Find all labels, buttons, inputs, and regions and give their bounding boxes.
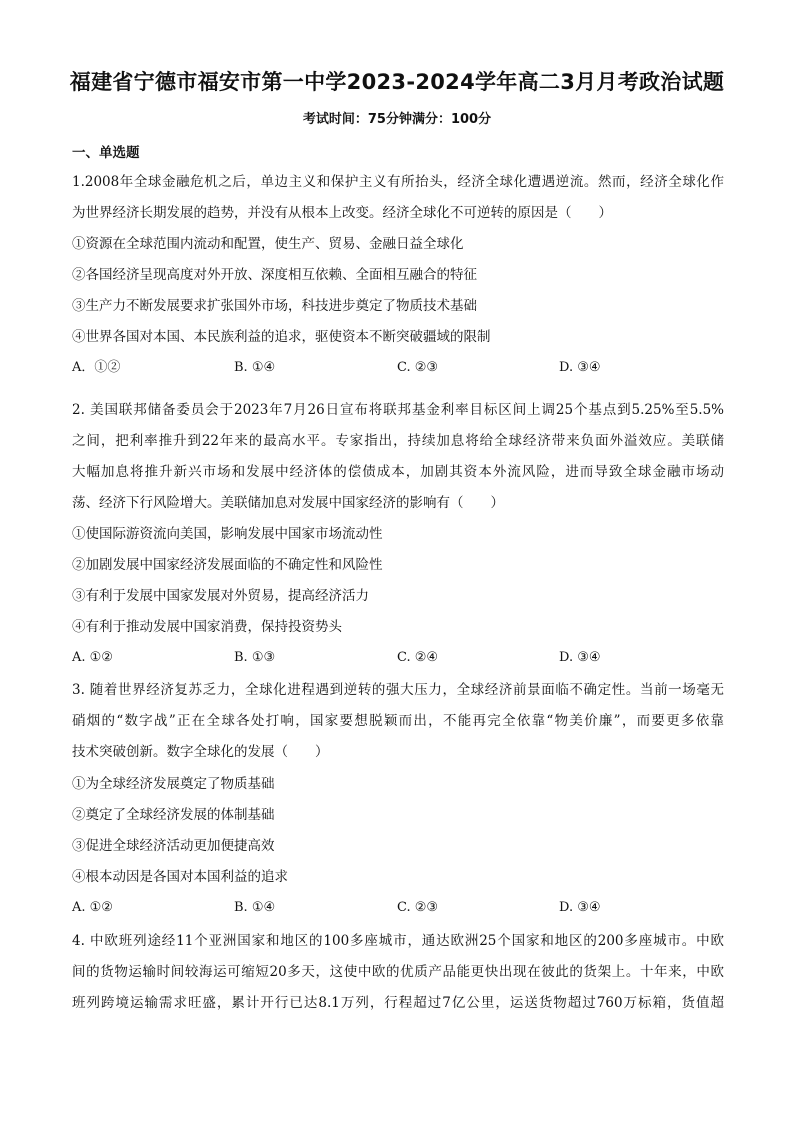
q3-statement-1: ①为全球经济发展奠定了物质基础 [72, 776, 275, 792]
q1-option-c[interactable]: C. ②③ [397, 360, 439, 375]
exam-subtitle: 考试时间：75分钟满分：100分 [302, 112, 492, 127]
q2-option-a[interactable]: A. ①② [72, 650, 113, 665]
q3-statement-4: ④根本动因是各国对本国利益的追求 [72, 869, 288, 885]
q2-statement-1: ①使国际游资流向美国，影响发展中国家市场流动性 [72, 526, 383, 542]
q3-option-a[interactable]: A. ①② [72, 900, 113, 915]
q3-stem-line-2: 硝烟的“数字战”正在全球各处打响，国家要想脱颖而出，不能再完全依靠“物美价廉”，而要更多依靠 [72, 713, 724, 729]
exam-title: 福建省宁德市福安市第一中学2023-2024学年高二3月月考政治试题 [69, 70, 725, 94]
q3-statement-2: ②奠定了全球经济发展的体制基础 [72, 807, 275, 823]
q2-statement-4: ④有利于推动发展中国家消费，保持投资势头 [72, 619, 342, 635]
q3-stem-line-3: 技术突破创新。数字全球化的发展（ ） [72, 744, 329, 760]
q2-statement-3: ③有利于发展中国家发展对外贸易，提高经济活力 [72, 588, 369, 604]
q2-option-b[interactable]: B. ①③ [234, 650, 276, 665]
q4-stem-line-1: 4. 中欧班列途经11个亚洲国家和地区的100多座城市，通达欧洲25个国家和地区的200多座城市。中欧 [72, 933, 724, 949]
q3-stem-line-1: 3. 随着世界经济复苏乏力，全球化进程遇到逆转的强大压力，全球经济前景面临不确定性。当前一场毫无 [72, 682, 724, 698]
q3-option-c[interactable]: C. ②③ [397, 900, 439, 915]
q2-stem-line-1: 2. 美国联邦储备委员会于2023年7月26日宣布将联邦基金利率目标区间上调25个基点到5.25%至5.5% [72, 402, 724, 418]
q1-stem-line-1: 1.2008年全球金融危机之后，单边主义和保护主义有所抬头，经济全球化遭遇逆流。然而，经济全球化作 [72, 174, 724, 190]
section-heading: 一、单选题 [72, 145, 140, 161]
q2-stem-line-2: 之间，把利率推升到22年来的最高水平。专家指出，持续加息将给全球经济带来负面外溢效应。美联储 [72, 433, 724, 449]
q1-stem-line-2: 为世界经济长期发展的趋势，并没有从根本上改变。经济全球化不可逆转的原因是（ ） [72, 205, 612, 221]
q1-option-b[interactable]: B. ①④ [234, 360, 276, 375]
q3-statement-3: ③促进全球经济活动更加便捷高效 [72, 838, 275, 854]
q1-statement-4: ④世界各国对本国、本民族利益的追求，驱使资本不断突破疆域的限制 [72, 329, 491, 345]
q3-options [72, 899, 724, 917]
q1-statement-3: ③生产力不断发展要求扩张国外市场，科技进步奠定了物质技术基础 [72, 298, 477, 314]
q1-statement-1: ①资源在全球范围内流动和配置，使生产、贸易、金融日益全球化 [72, 236, 464, 252]
q2-option-c[interactable]: C. ②④ [397, 650, 439, 665]
q4-stem-line-2: 间的货物运输时间较海运可缩短20多天，这使中欧的优质产品能更快出现在彼此的货架上。十年来，中欧 [72, 964, 724, 980]
q3-option-b[interactable]: B. ①④ [234, 900, 276, 915]
q2-option-d[interactable]: D. ③④ [559, 650, 601, 665]
q1-option-d[interactable]: D. ③④ [559, 360, 601, 375]
q1-options [72, 359, 724, 377]
q2-stem-line-3: 大幅加息将推升新兴市场和发展中经济体的偿债成本，加剧其资本外流风险，进而导致全球金融市场动 [72, 464, 724, 480]
q4-stem-line-3: 班列跨境运输需求旺盛，累计开行已达8.1万列，行程超过7亿公里，运送货物超过760万标箱，货值超 [72, 995, 724, 1011]
q1-statement-2: ②各国经济呈现高度对外开放、深度相互依赖、全面相互融合的特征 [72, 267, 477, 283]
q2-statement-2: ②加剧发展中国家经济发展面临的不确定性和风险性 [72, 557, 383, 573]
q2-stem-line-4: 荡、经济下行风险增大。美联储加息对发展中国家经济的影响有（ ） [72, 495, 504, 511]
q1-option-a[interactable]: A．①② [72, 360, 121, 375]
q2-options [72, 649, 724, 667]
q3-option-d[interactable]: D. ③④ [559, 900, 601, 915]
